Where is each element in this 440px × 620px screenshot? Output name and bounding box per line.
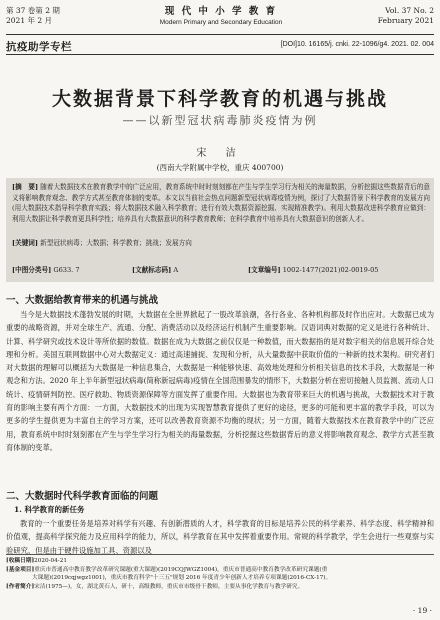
journal-title — [126, 6, 316, 28]
footnote-funding — [6, 566, 434, 575]
journal-title-cn: 现 代 中 小 学 教 育 — [164, 6, 278, 17]
doc-code-item — [132, 264, 178, 276]
section-1-heading: 一、大数据给教育带来的机遇与挑战 — [6, 295, 159, 306]
abstract-text: 随着大数据技术在教育教学中的广泛应用，教育系统中时时刻刻都在产生与学生学习行为相关的海量数据，分析挖掘这些数据背后的意义将影响教育观念、教学方式甚至教育体制的变革。本文以当前社会热点问题新型冠状病毒疫情为例，探讨了大数据背景下科学教育的发展方向(用大数据技术指导科学教育实践；将大数据技术融入科学教育；进行有效大数据资源挖掘、实现精准教学)。利用大数据改进科学教育应做到：利用大数据让科学教育更具科学性；培养具有大数据意识的科学教育教师；在科学教育中培养具有大数据意识的创新人才。 — [12, 183, 430, 223]
article-meta — [12, 264, 430, 276]
abstract-box — [6, 178, 434, 282]
volume-issue-cn: 第 37 卷第 2 期 — [6, 6, 60, 15]
date-en: February 2021 — [377, 16, 434, 25]
running-header — [6, 6, 434, 35]
issue-info — [6, 6, 60, 26]
article-no-label: [文章编号] — [248, 266, 281, 274]
abstract — [12, 182, 430, 224]
doc-code-label: [文献标志码] — [132, 266, 172, 274]
footnote-received — [6, 557, 434, 566]
footnote-label: [收稿日期] — [6, 558, 35, 564]
clc-label: [中图分类号] — [12, 266, 52, 274]
doc-code-value: A — [173, 266, 179, 274]
section-2-subheading: 1. 科学教育的新任务 — [14, 505, 85, 514]
keywords — [12, 238, 430, 249]
journal-title-en: Modern Primary and Secondary Education — [159, 19, 283, 26]
footnote-funding-cont — [6, 574, 434, 583]
clc-item — [12, 264, 80, 276]
footnote-text: 宋洁(1975—)，女，湖北黄石人，研十，高级教师，重庆市市级骨干教师，主要从事化学教育与教学研究。 — [34, 583, 304, 590]
section-1-paragraph: 当今是大数据技术蓬勃发展的时期，大数据在全世界掀起了一股改革浪潮，各行各业、各种机构都及时作出应对。大数据已成为重要的战略资源，并对全球生产、流通、分配、消费活动以及经济运行机制产生重要影响。汉语词典对数据的定义是进行各种统计、计算、科学研究或技术设计等所依据的数值。数据在成为大数据之前仅仅是一种数值，而大数据指的是对数字相关的信息展开综合处理和分析。美国互联网数据中心对大数据定义：通过高速捕捉、发现和分析，从大量数据中获取价值的一种新的技术架构。研究者们对大数据的理解可以概括为大数据是一种信息集合，大数据是一种能够快速、高效地处理和分析相关信息的技术手段，大数据是一种观念和方法。2020 年上半年新型冠状病毒(简称新冠病毒)疫情在全国范围暴发的情形下，大数据分析在密切接触人员监测、流动人口统计、疫情研判防控、医疗救助、物质资源保障等方面发挥了重要作用。大数据也为教育带来巨大的机遇与挑战，大数据技术对于教育的影响主要有两个方面：一方面，大数据技术的出现为实现智慧教育提供了更好的途径，更多的可能和更丰富的教学手段，可以为更多的学生提供更为丰富自主的学习方案，还可以改善教育资源不均衡的现状；另一方面，随着大数据技术在教育教学中的广泛应用，教育系统中时时刻刻都在产生与学生学习行为相关的海量数据，分析挖掘这些数据背后的意义将影响教育观念、教学方式甚至教育体制的变革。 — [6, 310, 434, 452]
section-2-heading: 二、大数据时代科学教育面临的问题 — [6, 491, 159, 502]
footnote-text: 2020-04-21 — [34, 558, 67, 564]
footnote-author — [6, 583, 434, 592]
section-2-paragraph: 教育的一个重要任务是培养对科学有兴趣、有创新潜质的人才，科学教育的目标是培养公民的科学素养、科学态度、科学精神和价值观，提高科学探究能力及应用科学的能力，所以，科学教育在其中发挥着重要作用。常规的科学教学，学生会进行一些观察与实验研究，但是由于硬件设施加工具、资源以及 — [6, 519, 434, 555]
footnote-text: 大课题)(2019cqjwgz1001)，重庆市教育科学"十三五"规划 2016 年度青少年创新人才培养专项课题(2016-CX-17)。 — [32, 575, 332, 582]
article-title: 大数据背景下科学教育的机遇与挑战 — [51, 88, 388, 110]
doi: [DOI]10. 16165/j. cnki. 22-1096/g4. 2021. 02. 004 — [280, 41, 434, 48]
date-cn: 2021 年 2 月 — [6, 16, 53, 25]
author-affiliation: (西南大学附属中学校，重庆 400700) — [156, 163, 284, 172]
article-no-item — [248, 264, 378, 276]
keywords-text: 新型冠状病毒；大数据；科学教育；挑战；发展方向 — [40, 239, 192, 247]
volume-issue-en: Vol. 37 No. 2 — [385, 6, 434, 15]
footnote-label: [基金项目] — [6, 566, 35, 573]
article-no-value: 1002-1477(2021)02-0019-05 — [282, 266, 379, 274]
clc-value: G633. 7 — [53, 266, 80, 274]
article-subtitle: ——以新型冠状病毒肺炎疫情为例 — [122, 114, 318, 127]
page-number: · 19 · — [412, 606, 432, 615]
abstract-label: [摘 要] — [12, 183, 39, 191]
footnote-label: [作者简介] — [6, 583, 35, 590]
keywords-label: [关键词] — [12, 239, 39, 247]
issue-info-en — [378, 6, 434, 26]
footnotes — [6, 554, 434, 591]
footnote-text: 重庆市普通高中教育教学改革研究课题(重大课题)(2019CQJWGZ1004)，重庆市普通高中教育教学改革研究课题(重 — [34, 566, 328, 573]
column-name: 抗疫助学专栏 — [6, 41, 72, 53]
author-name: 宋 洁 — [196, 148, 244, 159]
column-bar — [6, 38, 434, 55]
